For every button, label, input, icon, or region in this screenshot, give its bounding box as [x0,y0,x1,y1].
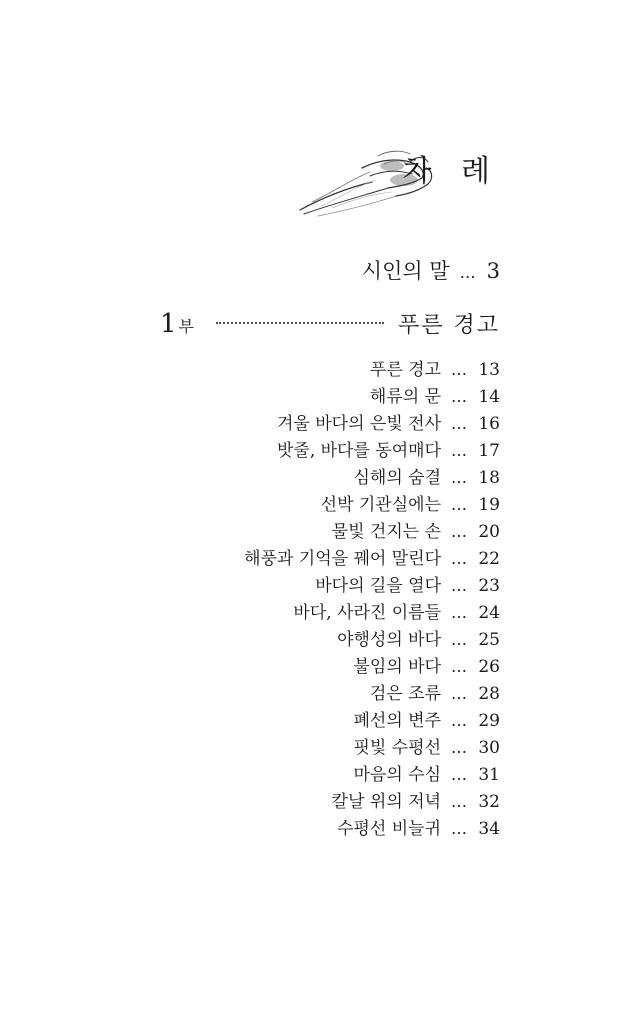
toc-entry[interactable] [244,464,500,491]
leader-dots: … [451,441,468,460]
toc-entry[interactable] [244,626,500,653]
toc-entry-page: 29 [478,711,500,731]
preface-entry[interactable] [362,256,500,288]
leader-dots: … [451,468,468,487]
leader-dots: … [451,792,468,811]
toc-entry[interactable] [244,491,500,518]
part-title: 푸른 경고 [397,313,500,338]
leader-dots: … [451,657,468,676]
toc-entry-title: 마음의 수심 [353,765,441,785]
toc-entry[interactable] [244,653,500,680]
preface-page-number: 3 [486,259,500,283]
leader-dots: … [451,360,468,379]
toc-entry-page: 23 [478,576,500,596]
toc-entry-title: 해류의 문 [369,387,441,407]
leader-dots: … [459,263,477,282]
toc-entry[interactable] [244,518,500,545]
leader-dots: … [451,684,468,703]
toc-entry-page: 17 [478,441,500,461]
toc-entry-page: 32 [478,792,500,812]
toc-entry[interactable] [244,788,500,815]
leader-dots: … [451,549,468,568]
toc-entry[interactable] [244,572,500,599]
leader-dots: … [451,738,468,757]
toc-entry-page: 28 [478,684,500,704]
toc-entry[interactable] [244,410,500,437]
toc-entry-page: 31 [478,765,500,785]
toc-entry-page: 18 [478,468,500,488]
part-suffix: 부 [178,317,195,336]
toc-entry-title: 겨울 바다의 은빛 전사 [276,414,441,434]
toc-entry-page: 25 [478,630,500,650]
leader-dots: … [451,387,468,406]
toc-entry-title: 폐선의 변주 [353,711,441,731]
toc-entry-page: 22 [478,549,500,569]
leader-dots: … [451,522,468,541]
toc-entry-title: 해풍과 기억을 꿰어 말린다 [244,549,441,569]
leader-dots: … [451,603,468,622]
toc-entry-title: 핏빛 수평선 [353,738,441,758]
part-heading[interactable] [160,308,500,340]
toc-entry-page: 13 [478,360,500,380]
toc-entry[interactable] [244,680,500,707]
leader-dots: … [451,495,468,514]
toc-entry[interactable] [244,761,500,788]
toc-entry-title: 밧줄, 바다를 동여매다 [276,441,441,461]
leader-dots: … [451,630,468,649]
toc-entry-page: 30 [478,738,500,758]
toc-list [244,356,500,842]
toc-entry-page: 34 [478,819,500,839]
toc-entry[interactable] [244,599,500,626]
toc-entry-title: 바다, 사라진 이름들 [293,603,441,623]
toc-entry-title: 불임의 바다 [353,657,441,677]
leader-dots: … [451,711,468,730]
leader-dots: … [451,765,468,784]
toc-entry[interactable] [244,437,500,464]
page-title: 차 례 [402,154,500,189]
leader-dots: … [451,819,468,838]
toc-entry-page: 20 [478,522,500,542]
toc-entry-title: 수평선 비늘귀 [337,819,441,839]
part-leader-dots [216,322,384,324]
toc-entry-page: 26 [478,657,500,677]
leader-dots: … [451,414,468,433]
preface-title: 시인의 말 [361,259,450,283]
toc-entry-title: 야행성의 바다 [337,630,441,650]
toc-entry-title: 선박 기관실에는 [320,495,441,515]
toc-entry-page: 14 [478,387,500,407]
leader-dots: … [451,576,468,595]
part-number: 1 [160,309,177,339]
toc-entry[interactable] [244,545,500,572]
toc-entry-page: 19 [478,495,500,515]
toc-entry[interactable] [244,707,500,734]
toc-entry-page: 16 [478,414,500,434]
toc-entry-title: 물빛 건지는 손 [331,522,441,542]
toc-entry[interactable] [244,356,500,383]
toc-entry-title: 푸른 경고 [369,360,441,380]
toc-entry-page: 24 [478,603,500,623]
toc-entry-title: 바다의 길을 열다 [315,576,441,596]
toc-entry-title: 칼날 위의 저녁 [331,792,441,812]
toc-entry-title: 검은 조류 [369,684,441,704]
toc-entry-title: 심해의 숨결 [353,468,441,488]
toc-entry[interactable] [244,734,500,761]
toc-entry[interactable] [244,815,500,842]
toc-entry[interactable] [244,383,500,410]
